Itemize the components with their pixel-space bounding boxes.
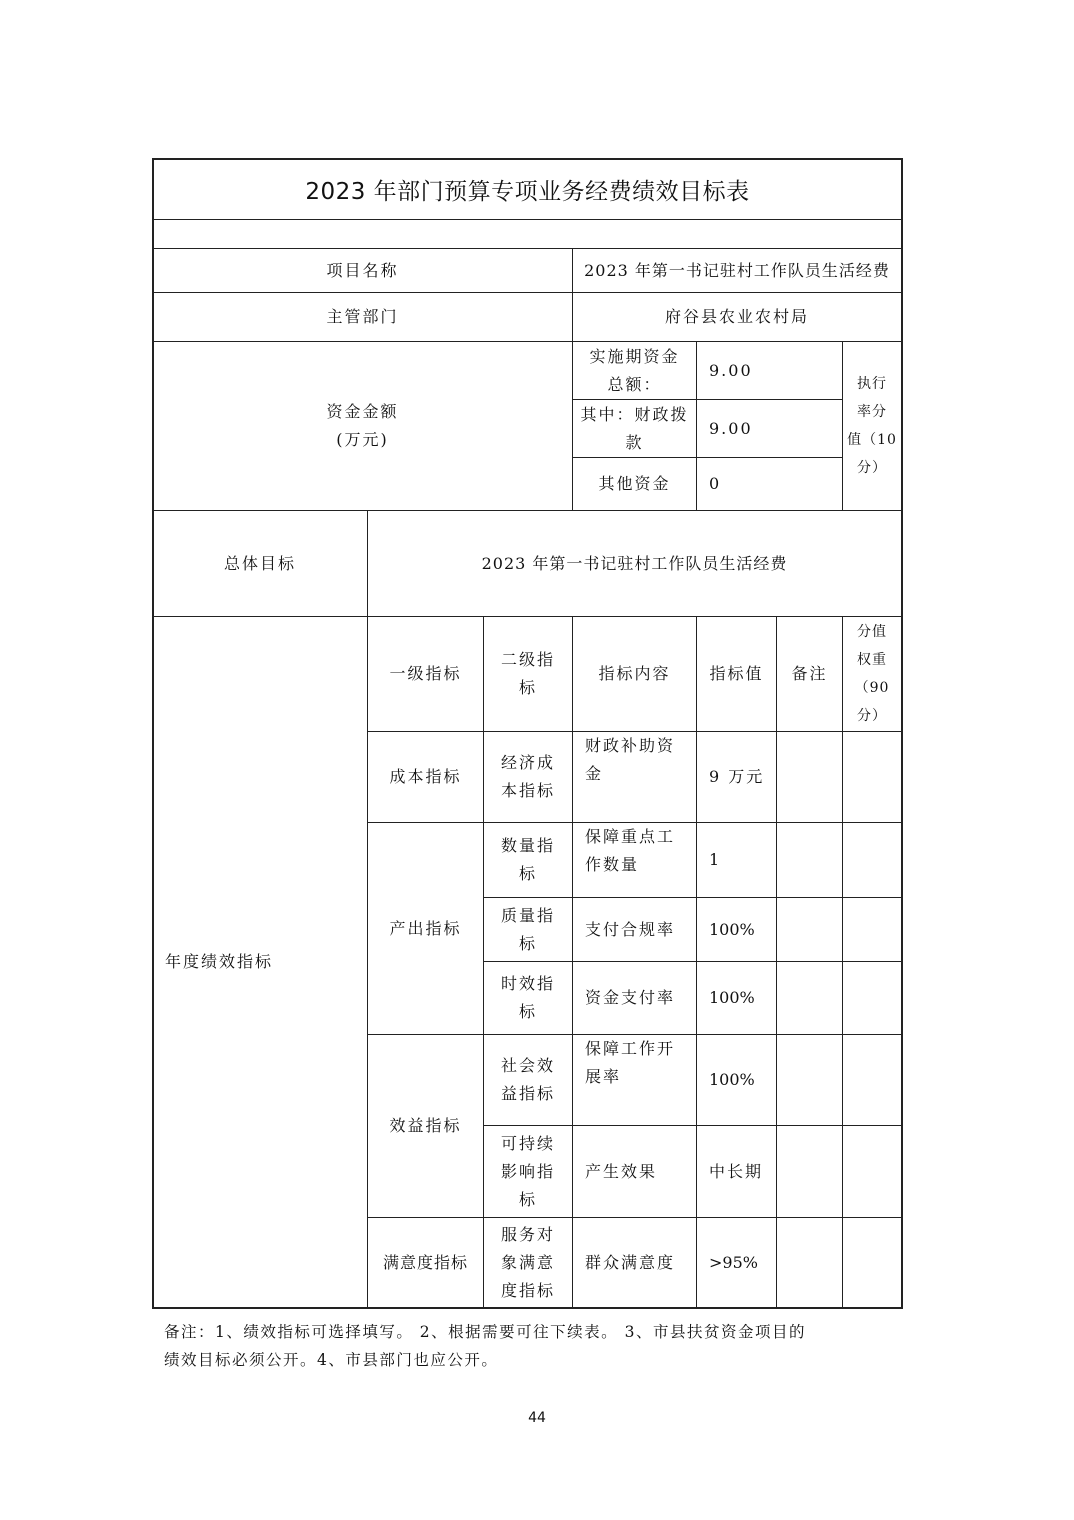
output-indicator-level1: 产出指标 bbox=[389, 918, 462, 938]
cost-indicator-level1: 成本指标 bbox=[389, 767, 462, 786]
timeliness-indicator-content: 资金支付率 bbox=[585, 988, 676, 1007]
quantity-indicator-content: 保障重点工 作数量 bbox=[585, 827, 676, 874]
project-name-label: 项目名称 bbox=[326, 260, 399, 280]
department-label: 主管部门 bbox=[326, 307, 399, 326]
fund-fiscal-value: 9.00 bbox=[709, 418, 753, 438]
quality-indicator-content: 支付合规率 bbox=[585, 919, 676, 939]
social-benefit-level2: 社会效 益指标 bbox=[500, 1056, 555, 1103]
note-line-1: 备注：1、绩效指标可选择填写。 2、根据需要可往下续表。 3、市县扶贫资金项目的 bbox=[164, 1323, 806, 1341]
social-benefit-value: 100% bbox=[709, 1070, 755, 1089]
project-name-value: 2023 年第一书记驻村工作队员生活经费 bbox=[584, 260, 890, 280]
satisfaction-indicator-value: >95% bbox=[709, 1252, 758, 1272]
overall-target-label: 总体目标 bbox=[223, 553, 296, 573]
timeliness-indicator-level2: 时效指 标 bbox=[500, 974, 555, 1021]
overall-target-value: 2023 年第一书记驻村工作队员生活经费 bbox=[481, 553, 788, 573]
satisfaction-indicator-content: 群众满意度 bbox=[585, 1252, 676, 1272]
annual-indicators-label: 年度绩效指标 bbox=[165, 952, 274, 971]
benefit-indicator-level1: 效益指标 bbox=[389, 1116, 462, 1135]
satisfaction-indicator-level1: 满意度指标 bbox=[382, 1252, 468, 1272]
quantity-indicator-value: 1 bbox=[709, 850, 722, 869]
fund-other-value: 0 bbox=[709, 474, 722, 493]
fund-amount-label: 资金金额 (万元) bbox=[326, 402, 399, 449]
execution-rate-score: 执行 率分 值（10 分） bbox=[847, 376, 897, 476]
department-value: 府谷县农业农村局 bbox=[664, 307, 809, 326]
quality-indicator-value: 100% bbox=[709, 919, 755, 939]
header-weight: 分值 权重 （90 分） bbox=[854, 624, 890, 724]
satisfaction-indicator-level2: 服务对 象满意 度指标 bbox=[500, 1224, 555, 1300]
sustainable-impact-content: 产生效果 bbox=[585, 1161, 658, 1181]
quality-indicator-level2: 质量指 标 bbox=[500, 905, 555, 953]
header-remark: 备注 bbox=[791, 664, 828, 683]
quantity-indicator-level2: 数量指 标 bbox=[500, 836, 555, 883]
cost-indicator-value: 9 万元 bbox=[709, 767, 765, 786]
sustainable-impact-level2: 可持续 影响指 标 bbox=[500, 1133, 555, 1209]
cost-indicator-content: 财政补助资 金 bbox=[585, 736, 676, 783]
header-content: 指标内容 bbox=[598, 664, 671, 683]
social-benefit-content: 保障工作开 展率 bbox=[585, 1039, 676, 1086]
table-title: 2023 年部门预算专项业务经费绩效目标表 bbox=[305, 178, 750, 205]
timeliness-indicator-value: 100% bbox=[709, 988, 755, 1007]
header-value: 指标值 bbox=[709, 664, 764, 683]
fund-fiscal-label: 其中：财政拨 款 bbox=[580, 404, 689, 452]
header-level1: 一级指标 bbox=[389, 664, 462, 683]
header-level2: 二级指 标 bbox=[500, 650, 555, 697]
fund-total-label: 实施期资金 总额： bbox=[589, 346, 680, 394]
note-line-2: 绩效目标必须公开。4、市县部门也应公开。 bbox=[164, 1351, 499, 1369]
sustainable-impact-value: 中长期 bbox=[709, 1161, 764, 1181]
fund-total-value: 9.00 bbox=[709, 360, 753, 380]
cost-indicator-level2: 经济成 本指标 bbox=[500, 753, 555, 800]
fund-other-label: 其他资金 bbox=[598, 474, 671, 493]
page-number: 44 bbox=[528, 1410, 546, 1426]
